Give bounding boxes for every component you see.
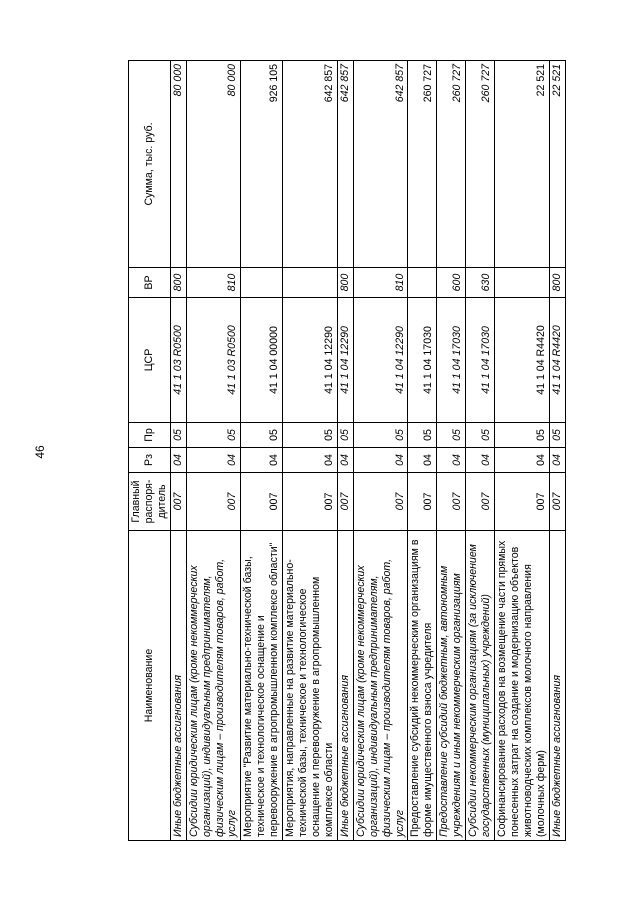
table-row: [549, 61, 565, 841]
cell-sum: 260 727: [437, 61, 466, 268]
cell-csr: 41 1 04 17030: [408, 298, 437, 423]
cell-gr: 007: [353, 473, 408, 531]
cell-sum: 642 857: [353, 61, 408, 268]
cell-pr: 05: [170, 423, 186, 448]
header-sum: Сумма, тыс. руб.: [129, 61, 171, 268]
header-rz: Рз: [129, 448, 171, 473]
cell-csr: 41 1 04 00000: [241, 298, 283, 423]
header-vr: ВР: [129, 268, 171, 298]
cell-pr: 05: [494, 423, 549, 448]
table-row: [241, 61, 283, 841]
table-header-row: [129, 61, 171, 841]
cell-sum: 80 000: [170, 61, 186, 268]
cell-rz: 04: [466, 448, 495, 473]
cell-sum: 80 000: [186, 61, 241, 268]
cell-rz: 04: [186, 448, 241, 473]
table-row: [283, 61, 338, 841]
cell-pr: 05: [408, 423, 437, 448]
cell-name: Иные бюджетные ассигнования: [170, 531, 186, 841]
cell-rz: 04: [494, 448, 549, 473]
cell-pr: 05: [241, 423, 283, 448]
cell-vr: [494, 268, 549, 298]
cell-pr: 05: [437, 423, 466, 448]
cell-csr: 41 1 04 17030: [466, 298, 495, 423]
cell-vr: 810: [186, 268, 241, 298]
cell-csr: 41 1 03 R0500: [186, 298, 241, 423]
cell-sum: 642 857: [337, 61, 353, 268]
table-row: [170, 61, 186, 841]
cell-rz: 04: [241, 448, 283, 473]
cell-rz: 04: [408, 448, 437, 473]
table-row: [408, 61, 437, 841]
header-main-manager: Главный распоря-дитель: [129, 473, 171, 531]
cell-sum: 22 521: [494, 61, 549, 268]
cell-name: Субсидии некоммерческим организациям (за исключением государственных (муниципальных) учреждений): [466, 531, 495, 841]
cell-vr: 800: [337, 268, 353, 298]
table-row: [466, 61, 495, 841]
cell-gr: 007: [408, 473, 437, 531]
table-row: [186, 61, 241, 841]
cell-gr: 007: [494, 473, 549, 531]
cell-pr: 05: [186, 423, 241, 448]
cell-vr: 600: [437, 268, 466, 298]
rotated-table-container: [128, 61, 563, 841]
cell-sum: 22 521: [549, 61, 565, 268]
cell-gr: 007: [241, 473, 283, 531]
cell-sum: 260 727: [408, 61, 437, 268]
budget-table: [128, 60, 566, 841]
table-row: [337, 61, 353, 841]
cell-vr: 800: [549, 268, 565, 298]
cell-csr: 41 1 04 17030: [437, 298, 466, 423]
cell-name: Субсидии юридическим лицам (кроме некоммерческих организаций), индивидуальным предпринимателям, физическим лицам – производителям товаров, работ, услуг: [353, 531, 408, 841]
cell-rz: 04: [437, 448, 466, 473]
header-name: Наименование: [129, 531, 171, 841]
cell-gr: 007: [466, 473, 495, 531]
cell-csr: 41 1 04 12290: [337, 298, 353, 423]
cell-vr: [408, 268, 437, 298]
cell-gr: 007: [437, 473, 466, 531]
cell-rz: 04: [337, 448, 353, 473]
cell-rz: 04: [283, 448, 338, 473]
cell-csr: 41 1 04 12290: [283, 298, 338, 423]
cell-rz: 04: [353, 448, 408, 473]
cell-sum: 260 727: [466, 61, 495, 268]
cell-rz: 04: [170, 448, 186, 473]
cell-csr: 41 1 03 R0500: [170, 298, 186, 423]
cell-name: Предоставление субсидий бюджетным, автономным учреждениям и иным некоммерческим организациям: [437, 531, 466, 841]
header-pr: Пр: [129, 423, 171, 448]
table-row: [353, 61, 408, 841]
table-row: [494, 61, 549, 841]
cell-name: Предоставление субсидий некоммерческим организациям в форме имущественного взноса учредителя: [408, 531, 437, 841]
page-number: 46: [33, 445, 47, 459]
cell-vr: 810: [353, 268, 408, 298]
cell-vr: 800: [170, 268, 186, 298]
cell-name: Софинансирование расходов на возмещение части прямых понесенных затрат на создание и модернизацию объектов животноводческих комплексов молочного направления (молочных ферм): [494, 531, 549, 841]
cell-name: Иные бюджетные ассигнования: [549, 531, 565, 841]
header-csr: ЦСР: [129, 298, 171, 423]
cell-name: Мероприятие "Развитие материально-технической базы, техническое и технологическое оснащение и перевооружение в агропромышленном комплексе области": [241, 531, 283, 841]
cell-sum: 642 857: [283, 61, 338, 268]
cell-pr: 05: [466, 423, 495, 448]
table-row: [437, 61, 466, 841]
cell-gr: 007: [337, 473, 353, 531]
cell-pr: 05: [283, 423, 338, 448]
cell-vr: [283, 268, 338, 298]
cell-gr: 007: [549, 473, 565, 531]
cell-gr: 007: [186, 473, 241, 531]
cell-csr: 41 1 04 R4420: [494, 298, 549, 423]
cell-gr: 007: [170, 473, 186, 531]
cell-vr: 630: [466, 268, 495, 298]
cell-pr: 05: [549, 423, 565, 448]
cell-vr: [241, 268, 283, 298]
cell-pr: 05: [353, 423, 408, 448]
cell-pr: 05: [337, 423, 353, 448]
cell-name: Мероприятия, направленные на развитие материально-технической базы, техническое и технологическое оснащение и перевооружение в агропромышленном комплексе области: [283, 531, 338, 841]
cell-name: Субсидии юридическим лицам (кроме некоммерческих организаций), индивидуальным предпринимателям, физическим лицам – производителям товаров, работ, услуг: [186, 531, 241, 841]
cell-sum: 926 105: [241, 61, 283, 268]
cell-gr: 007: [283, 473, 338, 531]
cell-name: Иные бюджетные ассигнования: [337, 531, 353, 841]
cell-csr: 41 1 04 12290: [353, 298, 408, 423]
cell-csr: 41 1 04 R4420: [549, 298, 565, 423]
cell-rz: 04: [549, 448, 565, 473]
